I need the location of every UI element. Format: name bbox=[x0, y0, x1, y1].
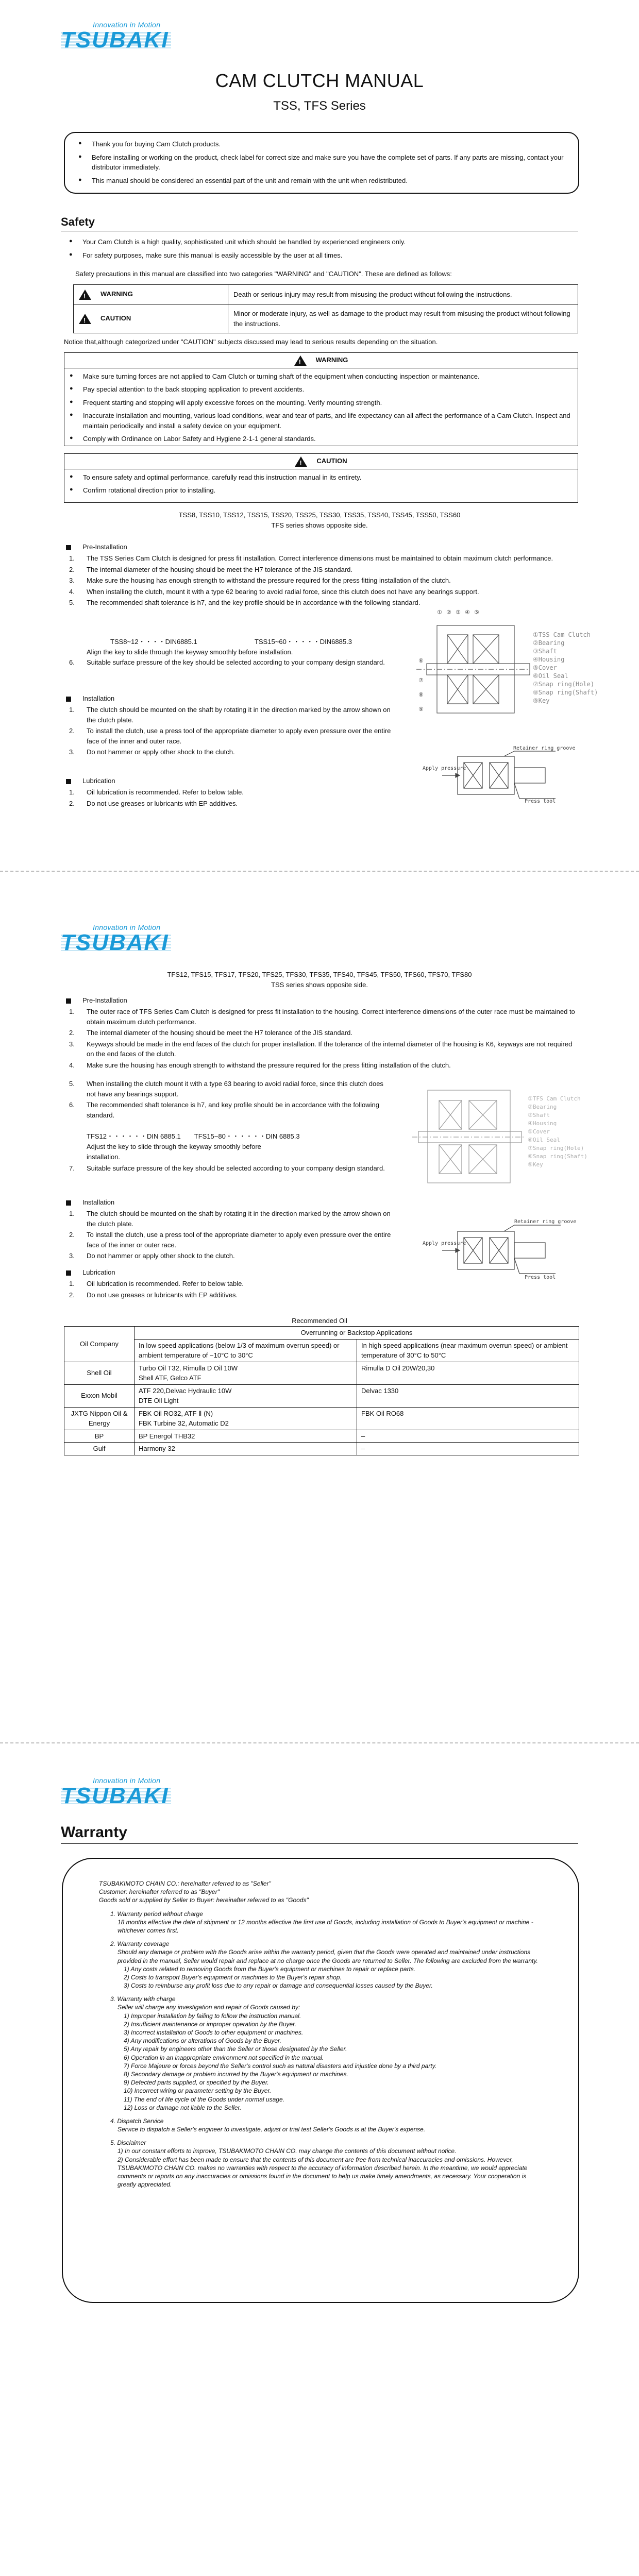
table-row bbox=[64, 1443, 579, 1455]
caution-item: ● To ensure safety and optimal performance, carefully read this instruction manual in its entirety. bbox=[64, 472, 575, 483]
warning-item: ● Pay special attention to the back stopping application to prevent accidents. bbox=[64, 384, 575, 395]
list-item: 2. Do not use greases or lubricants with EP additives. bbox=[69, 1291, 238, 1299]
manual-page-1 bbox=[0, 0, 639, 871]
list-item: 2. To install the clutch, use a press tool of the appropriate diameter to apply even pressure over the entire face of the inner or outer race. bbox=[69, 1231, 391, 1249]
legend-item: ③Shaft bbox=[528, 1112, 550, 1118]
retainer-label: Retainer ring groove bbox=[513, 745, 576, 751]
apply-pressure-label: Apply pressure bbox=[423, 1241, 466, 1246]
hazard-row: !WARNING Death or serious injury may result from misusing the product without following the instructions. bbox=[74, 285, 578, 304]
intro-item: ● This manual should be considered an essential part of the unit and remain with the unit when redistributed. bbox=[73, 176, 570, 186]
tsubaki-logo: Innovation in Motion TSUBAKI bbox=[61, 20, 171, 56]
table-row bbox=[64, 1362, 579, 1384]
table-cell: – bbox=[357, 1443, 579, 1455]
section-marker bbox=[66, 998, 71, 1004]
section-marker bbox=[66, 545, 71, 550]
list-item: 6. The recommended shaft tolerance is h7, and key profile should be in accordance with the following standard. bbox=[69, 1101, 379, 1119]
list-item: 1. The clutch should be mounted on the shaft by rotating it in the direction marked by the arrow shown on the clutch plate. bbox=[69, 706, 391, 724]
list-item: 4. Make sure the housing has enough strength to withstand the pressure required for the press fitting installation of the clutch. bbox=[69, 1061, 451, 1069]
caution-item: ● Confirm rotational direction prior to installing. bbox=[64, 485, 575, 496]
warranty-section-title: 5. Disclaimer bbox=[110, 2139, 146, 2147]
intro-item: ● Thank you for buying Cam Clutch products. bbox=[73, 139, 570, 149]
callout-label: ④ bbox=[465, 609, 470, 616]
warning-triangle-icon bbox=[79, 290, 91, 300]
legend-item: ⑥Oil Seal bbox=[528, 1137, 560, 1143]
callout-label: ① bbox=[437, 609, 442, 616]
lube-list bbox=[64, 787, 425, 809]
table-header: Overrunning or Backstop Applications bbox=[134, 1327, 579, 1340]
callout-label: ⑦ bbox=[418, 677, 424, 684]
list-item: 1. Oil lubrication is recommended. Refer to below table. bbox=[69, 1280, 244, 1287]
caution-box: !CAUTION ● To ensure safety and optimal performance, carefully read this instruction manual in its entirety. ● Confirm rotational direction prior to installing. bbox=[64, 453, 578, 503]
tss-assembly-drawing bbox=[416, 605, 598, 725]
warranty-intro: Customer: hereinafter referred to as "Buyer" bbox=[99, 1888, 220, 1896]
list-item: 1. The outer race of TFS Series Cam Clutch is designed for press fit installation to the housing. Correct interference dimensions of the outer race must be maintained to obtain maximum clutch performance. bbox=[69, 1008, 575, 1026]
hazard-row: !CAUTION Minor or moderate injury, as well as damage to the product may result from misusing the product without following the instructions. bbox=[74, 304, 578, 333]
warranty-box bbox=[62, 1858, 579, 2303]
lube-list bbox=[64, 1279, 425, 1301]
warning-triangle-icon bbox=[79, 314, 91, 324]
warning-triangle-icon bbox=[295, 456, 307, 467]
table-row bbox=[64, 1384, 579, 1407]
table-header: In low speed applications (below 1/3 of maximum overrun speed) or ambient temperature of −10°C to 30°C bbox=[134, 1339, 357, 1362]
manual-page-2 bbox=[0, 872, 639, 1742]
section-marker bbox=[66, 697, 71, 702]
list-item: 5. The recommended shaft tolerance is h7, and the key profile should be in accordance with the following standard. bbox=[69, 599, 421, 606]
list-item: 5. When installing the clutch mount it with a type 63 bearing to avoid radial force, since this clutch does not have any bearings support. bbox=[69, 1080, 383, 1098]
align-note: Adjust the key to slide through the keyway smoothly before installation. bbox=[87, 1143, 261, 1161]
warranty-section-title: 3. Warranty with charge bbox=[110, 1995, 176, 2003]
warranty-line: 8) Secondary damage or problem incurred by the Buyer's equipment or machines. bbox=[124, 2070, 348, 2078]
table-cell: FBK Oil RO32, ATF Ⅱ (N) FBK Turbine 32, Automatic D2 bbox=[134, 1407, 357, 1430]
legend-item: ①TSS Cam Clutch bbox=[533, 631, 591, 638]
press-tool-label: Press tool bbox=[525, 799, 556, 804]
model-note: TSS series shows opposite side. bbox=[271, 981, 368, 989]
warning-item: ● Make sure turning forces are not applied to Cam Clutch or turning shaft of the equipment when conducting inspection or maintenance. bbox=[64, 371, 575, 382]
warranty-line: Seller will charge any investigation and repair of Goods caused by: bbox=[117, 2004, 300, 2011]
safety-bullets bbox=[64, 237, 579, 263]
warranty-line: 6) Operation in an inappropriate environment not specified in the manual. bbox=[124, 2054, 324, 2061]
preinstall-item-6: 6. Suitable surface pressure of the key should be selected according to your company design standard. bbox=[69, 658, 385, 666]
table-cell: Gulf bbox=[64, 1443, 134, 1455]
warranty-line: 5) Any repair by engineers other than the Seller or those designated by the Seller. bbox=[124, 2045, 347, 2053]
oil-table-caption: Recommended Oil bbox=[292, 1317, 347, 1325]
warning-box: !WARNING ● Make sure turning forces are not applied to Cam Clutch or turning shaft of the equipment when conducting inspection or maintenance. ● Pay special attention to the back stopping application to prevent accidents. ● Frequent starting and stopping will apply excessive forces on the mounting. Verify mounting strength. ● Inaccurate installation and mounting, various load conditions, wear and tear of parts, and life expectancy can all affect the performance of a Cam Clutch. Inspect and maintain periodically and install a safety device on your equipment. ● Comply with Ordinance on Labor Safety and Hygiene 2-1-1 general standards. bbox=[64, 352, 578, 446]
table-cell: Shell Oil bbox=[64, 1362, 134, 1384]
warranty-line: 18 months effective the date of shipment or 12 months effective the first use of Goods, including installation of Goods to Buyer's equipment or machine - whichever comes first. bbox=[117, 1918, 533, 1934]
warranty-line: 1) Improper installation by failing to follow the instruction manual. bbox=[124, 2012, 301, 2020]
tsubaki-logo: Innovation in Motion TSUBAKI bbox=[61, 1775, 171, 1811]
table-cell: FBK Oil RO68 bbox=[357, 1407, 579, 1430]
list-item: 2. The internal diameter of the housing should be meet the H7 tolerance of the JIS standard. bbox=[69, 1029, 352, 1037]
table-cell: Rimulla D Oil 20W/20,30 bbox=[357, 1362, 579, 1384]
preinstall-list bbox=[64, 1007, 579, 1071]
lube-heading: Lubrication bbox=[82, 1268, 115, 1276]
legend-item: ⑤Cover bbox=[528, 1128, 550, 1135]
preinstall-heading: Pre-Installation bbox=[82, 543, 127, 551]
table-cell: JXTG Nippon Oil & Energy bbox=[64, 1407, 134, 1430]
legend-item: ④Housing bbox=[528, 1120, 557, 1127]
list-item: 1. Oil lubrication is recommended. Refer to below table. bbox=[69, 788, 244, 796]
callout-label: ⑤ bbox=[474, 609, 479, 616]
preinstall-list bbox=[64, 553, 579, 609]
caution-notice: Notice that,although categorized under "CAUTION" subjects discussed may lead to serious results depending on the situation. bbox=[64, 338, 438, 346]
callout-label: ⑨ bbox=[418, 706, 424, 713]
preinstall-heading: Pre-Installation bbox=[82, 996, 127, 1004]
intro-box bbox=[64, 132, 579, 194]
model-note: TFS series shows opposite side. bbox=[271, 521, 368, 529]
press-tool-drawing bbox=[422, 747, 576, 804]
install-heading: Installation bbox=[82, 694, 115, 702]
legend-item: ③Shaft bbox=[533, 648, 557, 655]
warranty-line: 4) Any modifications or alterations of Goods by the Buyer. bbox=[124, 2037, 281, 2045]
table-header: Oil Company bbox=[64, 1327, 134, 1362]
intro-item: ● Before installing or working on the product, check label for correct size and make sure you have the complete set of parts. If any parts are missing, contact your distributor immediately. bbox=[73, 152, 570, 173]
list-item: 1. The clutch should be mounted on the shaft by rotating it in the direction marked by the arrow shown on the clutch plate. bbox=[69, 1210, 391, 1228]
safety-item: ● Your Cam Clutch is a high quality, sophisticated unit which should be handled by experienced engineers only. bbox=[64, 237, 579, 247]
warranty-line: 2) Costs to transport Buyer's equipment or machines to the Buyer's repair shop. bbox=[124, 1973, 342, 1981]
section-rule bbox=[61, 1843, 578, 1844]
table-row bbox=[64, 1430, 579, 1443]
warranty-line: 3) Costs to reimburse any profit loss due to any repair or damage and consequential losses caused by the Buyer. bbox=[124, 1982, 433, 1990]
section-marker bbox=[66, 1270, 71, 1276]
apply-pressure-label: Apply pressure bbox=[423, 766, 466, 771]
callout-label: ② bbox=[446, 609, 451, 616]
table-cell: BP bbox=[64, 1430, 134, 1443]
warranty-line: 11) The end of life cycle of the Goods under normal usage. bbox=[124, 2095, 284, 2103]
list-item: 2. The internal diameter of the housing should be meet the H7 tolerance of the JIS standard. bbox=[69, 565, 352, 573]
warranty-section-title: 1. Warranty period without charge bbox=[110, 1910, 203, 1918]
warranty-line: Service to dispatch a Seller's engineer to investigate, adjust or trial test Seller's Goods is at the Buyer's expense. bbox=[117, 2126, 426, 2133]
align-note: Align the key to slide through the keyway smoothly before installation. bbox=[87, 648, 293, 656]
safety-item: ● For safety purposes, make sure this manual is easily accessible by the user at all times. bbox=[64, 250, 579, 261]
hazard-definition-table bbox=[73, 284, 578, 333]
lube-heading: Lubrication bbox=[82, 777, 115, 785]
legend-item: ②Bearing bbox=[533, 639, 565, 647]
list-item: 3. Do not hammer or apply other shock to the clutch. bbox=[69, 748, 235, 756]
legend-item: ⑨Key bbox=[528, 1161, 543, 1168]
table-cell: ATF 220,Delvac Hydraulic 10W DTE Oil Light bbox=[134, 1384, 357, 1407]
table-cell: Exxon Mobil bbox=[64, 1384, 134, 1407]
table-cell: Turbo Oil T32, Rimulla D Oil 10W Shell ATF, Gelco ATF bbox=[134, 1362, 357, 1384]
list-item: 3. Do not hammer or apply other shock to the clutch. bbox=[69, 1252, 235, 1260]
recommended-oil-table bbox=[64, 1326, 579, 1455]
model-list: TFS12, TFS15, TFS17, TFS20, TFS25, TFS30, TFS35, TFS40, TFS45, TFS50, TFS60, TFS70, TFS80 bbox=[167, 971, 472, 978]
warranty-line: 9) Defected parts supplied, or specified by the Buyer. bbox=[124, 2079, 269, 2087]
callout-label: ③ bbox=[456, 609, 461, 616]
legend-item: ⑧Snap ring(Shaft) bbox=[533, 689, 598, 696]
legend-item: ②Bearing bbox=[528, 1104, 557, 1110]
key-standard-1: TSS8~12・・・・DIN6885.1 bbox=[110, 638, 197, 646]
legend-item: ①TFS Cam Clutch bbox=[528, 1095, 581, 1102]
warranty-line: 2) Considerable effort has been made to ensure that the contents of this document are free from technical inaccuracies and omissions. However, TSUBAKIMOTO CHAIN CO. makes no warranties with respect to the accuracy of information described herein. In the meantime, we would appreciate comments or reports on any inaccuracies or omissions found in the document to help us make timely amendments, as necessary. Your cooperation is greatly appreciated. bbox=[117, 2156, 528, 2189]
warranty-line: 1) In our constant efforts to improve, TSUBAKIMOTO CHAIN CO. may change the contents of this document without notice. bbox=[117, 2147, 457, 2155]
warranty-line: 12) Loss or damage not liable to the Seller. bbox=[124, 2104, 242, 2111]
callout-label: ⑥ bbox=[418, 657, 424, 664]
legend-item: ⑦Snap ring(Hole) bbox=[528, 1145, 584, 1151]
table-row bbox=[64, 1339, 579, 1362]
preinstall-list-cont bbox=[64, 1079, 383, 1121]
section-marker bbox=[66, 779, 71, 784]
warning-item: ● Frequent starting and stopping will apply excessive forces on the mounting. Verify mounting strength. bbox=[64, 398, 575, 408]
warning-triangle-icon bbox=[294, 355, 307, 366]
list-item: 4. When installing the clutch, mount it with a type 62 bearing to avoid radial force, since this clutch does not have any bearings support. bbox=[69, 587, 479, 596]
warranty-intro: TSUBAKIMOTO CHAIN CO.: hereinafter referred to as "Seller" bbox=[99, 1880, 271, 1887]
section-marker bbox=[66, 1200, 71, 1206]
callout-label: ⑧ bbox=[418, 691, 424, 698]
page-title: CAM CLUTCH MANUAL bbox=[215, 70, 424, 91]
legend-item: ⑨Key bbox=[533, 697, 550, 704]
install-list bbox=[64, 705, 394, 758]
table-cell: – bbox=[357, 1430, 579, 1443]
list-item: 3. Make sure the housing has enough strength to withstand the pressure required for the press fitting installation of the clutch. bbox=[69, 577, 451, 584]
list-item: 2. To install the clutch, use a press tool of the appropriate diameter to apply even pressure over the entire face of the inner and outer race. bbox=[69, 727, 391, 745]
install-list bbox=[64, 1209, 394, 1262]
tfs-assembly-drawing bbox=[412, 1080, 587, 1193]
safety-heading: Safety bbox=[61, 215, 95, 228]
table-header: In high speed applications (near maximum overrun speed) or ambient temperature of 30°C to 50°C bbox=[357, 1339, 579, 1362]
press-tool-drawing bbox=[422, 1220, 576, 1280]
warranty-line: Should any damage or problem with the Goods arise within the warranty period, given that the Goods were operated and maintained under instructions provided in the manual, Seller would repair and replace at no charge once the Goods are returned to Seller. The following are excluded from the warranty. bbox=[117, 1948, 538, 1964]
list-item: 3. Keyways should be made in the end faces of the clutch for proper installation. If the tolerance of the internal diameter of the housing is K6, keyways are not required on the end faces of the clutch. bbox=[69, 1040, 573, 1058]
warning-item: ● Inaccurate installation and mounting, various load conditions, wear and tear of parts, and life expectancy can all affect the performance of a Cam Clutch. Inspect and maintain periodically and install a safety device on your equipment. bbox=[64, 411, 575, 431]
legend-item: ④Housing bbox=[533, 656, 565, 663]
warranty-text bbox=[99, 1879, 542, 2189]
warranty-section-title: 4. Dispatch Service bbox=[110, 2117, 164, 2125]
warranty-line: 7) Force Majeure or forces beyond the Seller's control such as natural disasters and injustice done by a third party. bbox=[124, 2062, 437, 2070]
legend-item: ⑧Snap ring(Shaft) bbox=[528, 1153, 587, 1160]
list-item: 1. The TSS Series Cam Clutch is designed for press fit installation. Correct interference dimensions must be maintained to obtain maximum clutch performance. bbox=[69, 554, 553, 562]
warranty-line: 1) Any costs related to removing Goods from the Buyer's equipment or machines to repair or replace parts. bbox=[124, 1965, 416, 1973]
key-standard-2: TSS15~60・・・・・DIN6885.3 bbox=[255, 638, 352, 646]
install-heading: Installation bbox=[82, 1198, 115, 1206]
legend-item: ⑦Snap ring(Hole) bbox=[533, 681, 595, 688]
table-cell: BP Energol THB32 bbox=[134, 1430, 357, 1443]
tsubaki-logo: Innovation in Motion TSUBAKI bbox=[61, 922, 171, 958]
table-row bbox=[64, 1407, 579, 1430]
table-cell: Delvac 1330 bbox=[357, 1384, 579, 1407]
warranty-line: 3) Incorrect installation of Goods to other equipment or machines. bbox=[124, 2029, 304, 2036]
retainer-label: Retainer ring groove bbox=[514, 1219, 577, 1225]
manual-page-3 bbox=[0, 1743, 639, 2576]
warranty-heading: Warranty bbox=[61, 1824, 127, 1841]
legend-item: ⑥Oil Seal bbox=[533, 672, 568, 680]
warranty-section-title: 2. Warranty coverage bbox=[110, 1940, 170, 1948]
legend-item: ⑤Cover bbox=[533, 664, 557, 671]
list-item: 2. Do not use greases or lubricants with EP additives. bbox=[69, 799, 238, 807]
safety-classification: Safety precautions in this manual are classified into two categories "WARNING" and "CAUTION". These are defined as follows: bbox=[75, 270, 452, 278]
warning-item: ● Comply with Ordinance on Labor Safety and Hygiene 2-1-1 general standards. bbox=[64, 434, 575, 444]
table-row bbox=[64, 1327, 579, 1340]
key-standard: TFS12・・・・・・DIN 6885.1 TFS15~80・・・・・・DIN 6885.3 bbox=[87, 1132, 300, 1140]
warranty-line: 10) Incorrect wiring or parameter setting by the Buyer. bbox=[124, 2087, 272, 2095]
warranty-intro: Goods sold or supplied by Seller to Buyer: hereinafter referred to as "Goods" bbox=[99, 1896, 309, 1904]
warranty-line: 2) Insufficient maintenance or improper operation by the Buyer. bbox=[124, 2020, 297, 2028]
model-list: TSS8, TSS10, TSS12, TSS15, TSS20, TSS25, TSS30, TSS35, TSS40, TSS45, TSS50, TSS60 bbox=[178, 511, 461, 519]
page-subtitle: TSS, TFS Series bbox=[273, 99, 366, 113]
preinstall-item-7: 7. Suitable surface pressure of the key should be selected according to your company design standard. bbox=[69, 1164, 385, 1172]
table-cell: Harmony 32 bbox=[134, 1443, 357, 1455]
press-tool-label: Press tool bbox=[525, 1275, 556, 1280]
